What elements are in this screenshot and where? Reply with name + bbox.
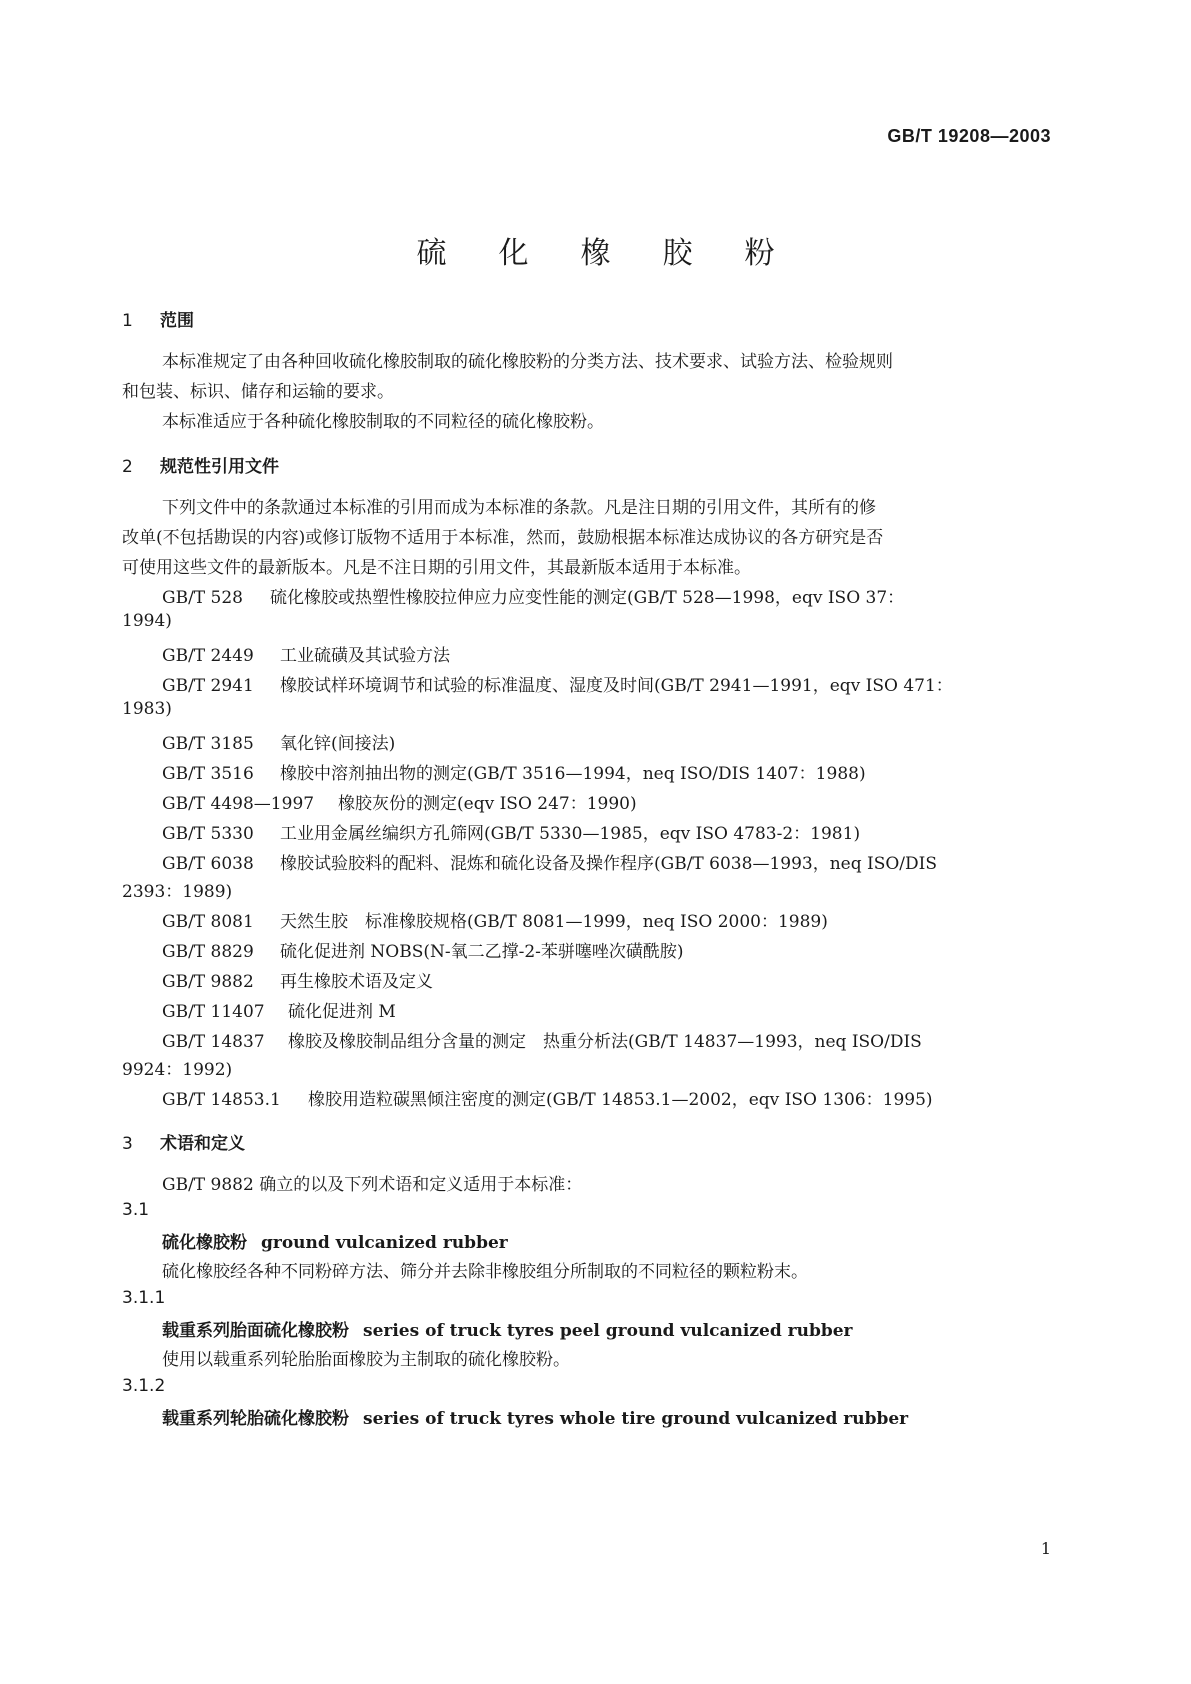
reference-code: GB/T 528 <box>162 588 243 608</box>
reference-continuation: 1983) <box>122 699 172 719</box>
reference-title: 橡胶用造粒碳黑倾注密度的测定(GB/T 14853.1—2002，eqv ISO 1306：1995) <box>308 1090 933 1110</box>
reference-item <box>162 849 937 874</box>
term-name-en: series of truck tyres whole tire ground vulcanized rubber <box>363 1409 909 1429</box>
section-number: 3 <box>122 1134 133 1154</box>
reference-title: 氧化锌(间接法) <box>280 734 396 754</box>
reference-code: GB/T 14853.1 <box>162 1090 281 1110</box>
reference-item <box>162 1085 933 1110</box>
section-title: 规范性引用文件 <box>160 457 279 477</box>
standard-code: GB/T 19208—2003 <box>887 126 1051 146</box>
reference-code: GB/T 3516 <box>162 764 254 784</box>
reference-item <box>162 729 395 754</box>
paragraph-line: 本标准适应于各种硫化橡胶制取的不同粒径的硫化橡胶粉。 <box>162 412 604 432</box>
reference-code: GB/T 3185 <box>162 734 254 754</box>
reference-title: 天然生胶 标准橡胶规格(GB/T 8081—1999，neq ISO 2000：1989) <box>280 912 828 932</box>
section-title: 术语和定义 <box>160 1134 245 1154</box>
reference-item <box>162 937 684 962</box>
reference-item <box>162 1027 922 1052</box>
term-name-en: ground vulcanized rubber <box>261 1233 508 1253</box>
page-number: 1 <box>1040 1539 1051 1558</box>
term-number: 3.1.2 <box>122 1376 166 1396</box>
section-number: 2 <box>122 457 133 477</box>
term-heading <box>162 1228 508 1253</box>
paragraph-line: 和包装、标识、储存和运输的要求。 <box>122 382 394 402</box>
section-number: 1 <box>122 311 133 331</box>
term-number: 3.1.1 <box>122 1288 166 1308</box>
reference-title: 橡胶中溶剂抽出物的测定(GB/T 3516—1994，neq ISO/DIS 1407：1988) <box>280 764 866 784</box>
section-title: 范围 <box>160 311 194 331</box>
term-name-zh: 硫化橡胶粉 <box>162 1233 247 1253</box>
term-heading <box>162 1316 853 1341</box>
paragraph-line: 改单(不包括勘误的内容)或修订版物不适用于本标准，然而，鼓励根据本标准达成协议的各方研究是否 <box>122 528 884 548</box>
reference-code: GB/T 9882 <box>162 972 254 992</box>
reference-title: 硫化橡胶或热塑性橡胶拉伸应力应变性能的测定(GB/T 528—1998，eqv ISO 37： <box>270 588 905 608</box>
reference-item <box>162 641 450 666</box>
term-definition: 硫化橡胶经各种不同粉碎方法、筛分并去除非橡胶组分所制取的不同粒径的颗粒粉末。 <box>162 1262 808 1282</box>
section-2-heading <box>122 452 279 477</box>
paragraph-line: 下列文件中的条款通过本标准的引用而成为本标准的条款。凡是注日期的引用文件，其所有的修 <box>162 498 876 518</box>
reference-title: 工业用金属丝编织方孔筛网(GB/T 5330—1985，eqv ISO 4783-2：1981) <box>280 824 861 844</box>
paragraph-line: 可使用这些文件的最新版本。凡是不注日期的引用文件，其最新版本适用于本标准。 <box>122 558 751 578</box>
reference-item <box>162 671 953 696</box>
reference-item <box>162 759 866 784</box>
reference-code: GB/T 8081 <box>162 912 254 932</box>
paragraph-line: 本标准规定了由各种回收硫化橡胶制取的硫化橡胶粉的分类方法、技术要求、试验方法、检验规则 <box>162 352 893 372</box>
reference-continuation: 1994) <box>122 611 172 631</box>
reference-item <box>162 907 828 932</box>
reference-title: 橡胶试样环境调节和试验的标准温度、湿度及时间(GB/T 2941—1991，eqv ISO 471： <box>280 676 953 696</box>
reference-title: 硫化促进剂 NOBS(N-氧二乙撑-2-苯骈噻唑次磺酰胺) <box>280 942 684 962</box>
paragraph-line: GB/T 9882 确立的以及下列术语和定义适用于本标准： <box>162 1175 583 1195</box>
reference-continuation: 2393：1989) <box>122 882 233 902</box>
reference-code: GB/T 4498—1997 <box>162 794 315 814</box>
term-name-zh: 载重系列轮胎硫化橡胶粉 <box>162 1409 349 1429</box>
term-name-zh: 载重系列胎面硫化橡胶粉 <box>162 1321 349 1341</box>
reference-item <box>162 789 637 814</box>
document-title: 硫化橡胶粉 <box>416 236 827 271</box>
reference-code: GB/T 8829 <box>162 942 254 962</box>
reference-title: 硫化促进剂 M <box>288 1002 396 1022</box>
reference-code: GB/T 2449 <box>162 646 254 666</box>
term-heading <box>162 1404 908 1429</box>
term-definition: 使用以载重系列轮胎胎面橡胶为主制取的硫化橡胶粉。 <box>162 1350 570 1370</box>
reference-code: GB/T 11407 <box>162 1002 265 1022</box>
reference-item <box>162 967 433 992</box>
reference-title: 橡胶及橡胶制品组分含量的测定 热重分析法(GB/T 14837—1993，neq ISO/DIS <box>288 1032 922 1052</box>
reference-code: GB/T 6038 <box>162 854 254 874</box>
reference-code: GB/T 5330 <box>162 824 254 844</box>
section-3-heading <box>122 1129 245 1154</box>
reference-title: 橡胶试验胶料的配料、混炼和硫化设备及操作程序(GB/T 6038—1993，neq ISO/DIS <box>280 854 938 874</box>
reference-title: 再生橡胶术语及定义 <box>280 972 433 992</box>
reference-continuation: 9924：1992) <box>122 1060 233 1080</box>
reference-item <box>162 997 396 1022</box>
reference-item <box>162 583 904 608</box>
reference-code: GB/T 14837 <box>162 1032 265 1052</box>
reference-title: 工业硫磺及其试验方法 <box>280 646 450 666</box>
reference-title: 橡胶灰份的测定(eqv ISO 247：1990) <box>338 794 637 814</box>
reference-code: GB/T 2941 <box>162 676 254 696</box>
term-number: 3.1 <box>122 1200 150 1220</box>
reference-item <box>162 819 860 844</box>
section-1-heading <box>122 306 194 331</box>
term-name-en: series of truck tyres peel ground vulcanized rubber <box>363 1321 853 1341</box>
